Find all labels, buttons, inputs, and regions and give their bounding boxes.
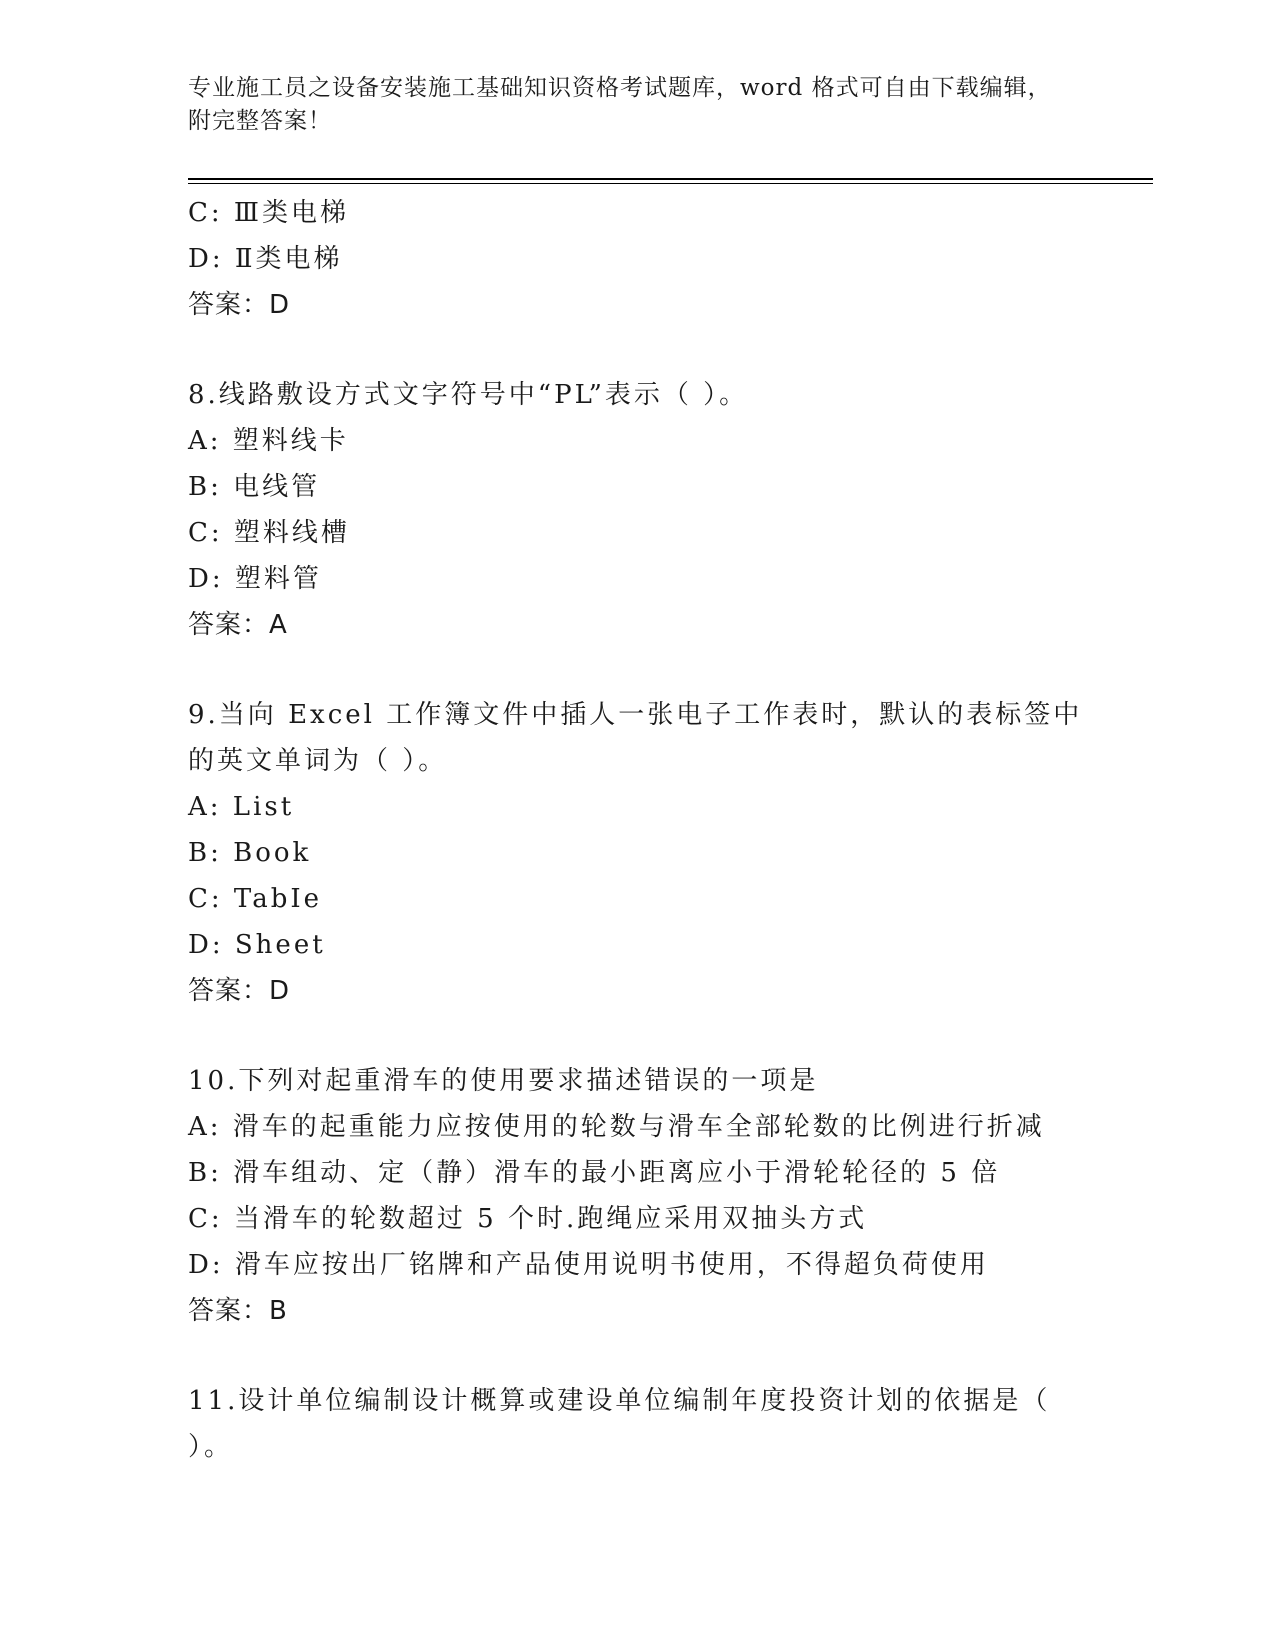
question-text: 10.下列对起重滑车的使用要求描述错误的一项是 [188,1066,819,1096]
option-c: C: 塑料线槽 [188,518,350,548]
option-c: C: Ⅲ类电梯 [188,198,349,228]
answer-label: 答案：B [188,1296,288,1326]
question-10 [188,1058,1088,1334]
question-9 [188,692,1088,1014]
question-8 [188,372,1088,648]
option-d: D: Sheet [188,930,326,960]
question-text-line-1: 11.设计单位编制设计概算或建设单位编制年度投资计划的依据是（ [188,1386,1051,1416]
question-text-line-2: ）。 [188,1432,234,1462]
option-d: D: 滑车应按出厂铭牌和产品使用说明书使用，不得超负荷使用 [188,1250,989,1280]
option-b: B: Book [188,838,312,868]
answer-label: 答案：A [188,610,288,640]
question-text-line-2: 的英文单词为（ ）。 [188,746,448,776]
question-11 [188,1378,1088,1470]
option-b: B: 电线管 [188,472,321,502]
answer-label: 答案：D [188,976,291,1006]
question-text: 8.线路敷设方式文字符号中“PL”表示（ ）。 [188,380,749,410]
question-text-line-1: 9.当向 Excel 工作簿文件中插人一张电子工作表时，默认的表标签中 [188,700,1083,730]
question-7-continued [188,190,1088,328]
document-header [188,72,1088,138]
question-list [188,190,1088,1470]
header-line-1: 专业施工员之设备安装施工基础知识资格考试题库，word 格式可自由下载编辑， [188,75,1052,101]
option-b: B: 滑车组动、定（静）滑车的最小距离应小于滑轮轮径的 5 倍 [188,1158,1001,1188]
option-a: A: List [188,792,295,822]
header-line-2: 附完整答案！ [188,108,332,134]
option-d: D: 塑料管 [188,564,322,594]
header-divider-thin [188,183,1153,184]
option-c: C: 当滑车的轮数超过 5 个时.跑绳应采用双抽头方式 [188,1204,868,1234]
option-a: A: 塑料线卡 [188,426,349,456]
option-d: D: Ⅱ类电梯 [188,244,343,274]
header-divider [188,178,1153,180]
option-a: A: 滑车的起重能力应按使用的轮数与滑车全部轮数的比例进行折减 [188,1112,1045,1142]
option-c: C: TabIe [188,884,323,914]
answer-label: 答案：D [188,290,291,320]
